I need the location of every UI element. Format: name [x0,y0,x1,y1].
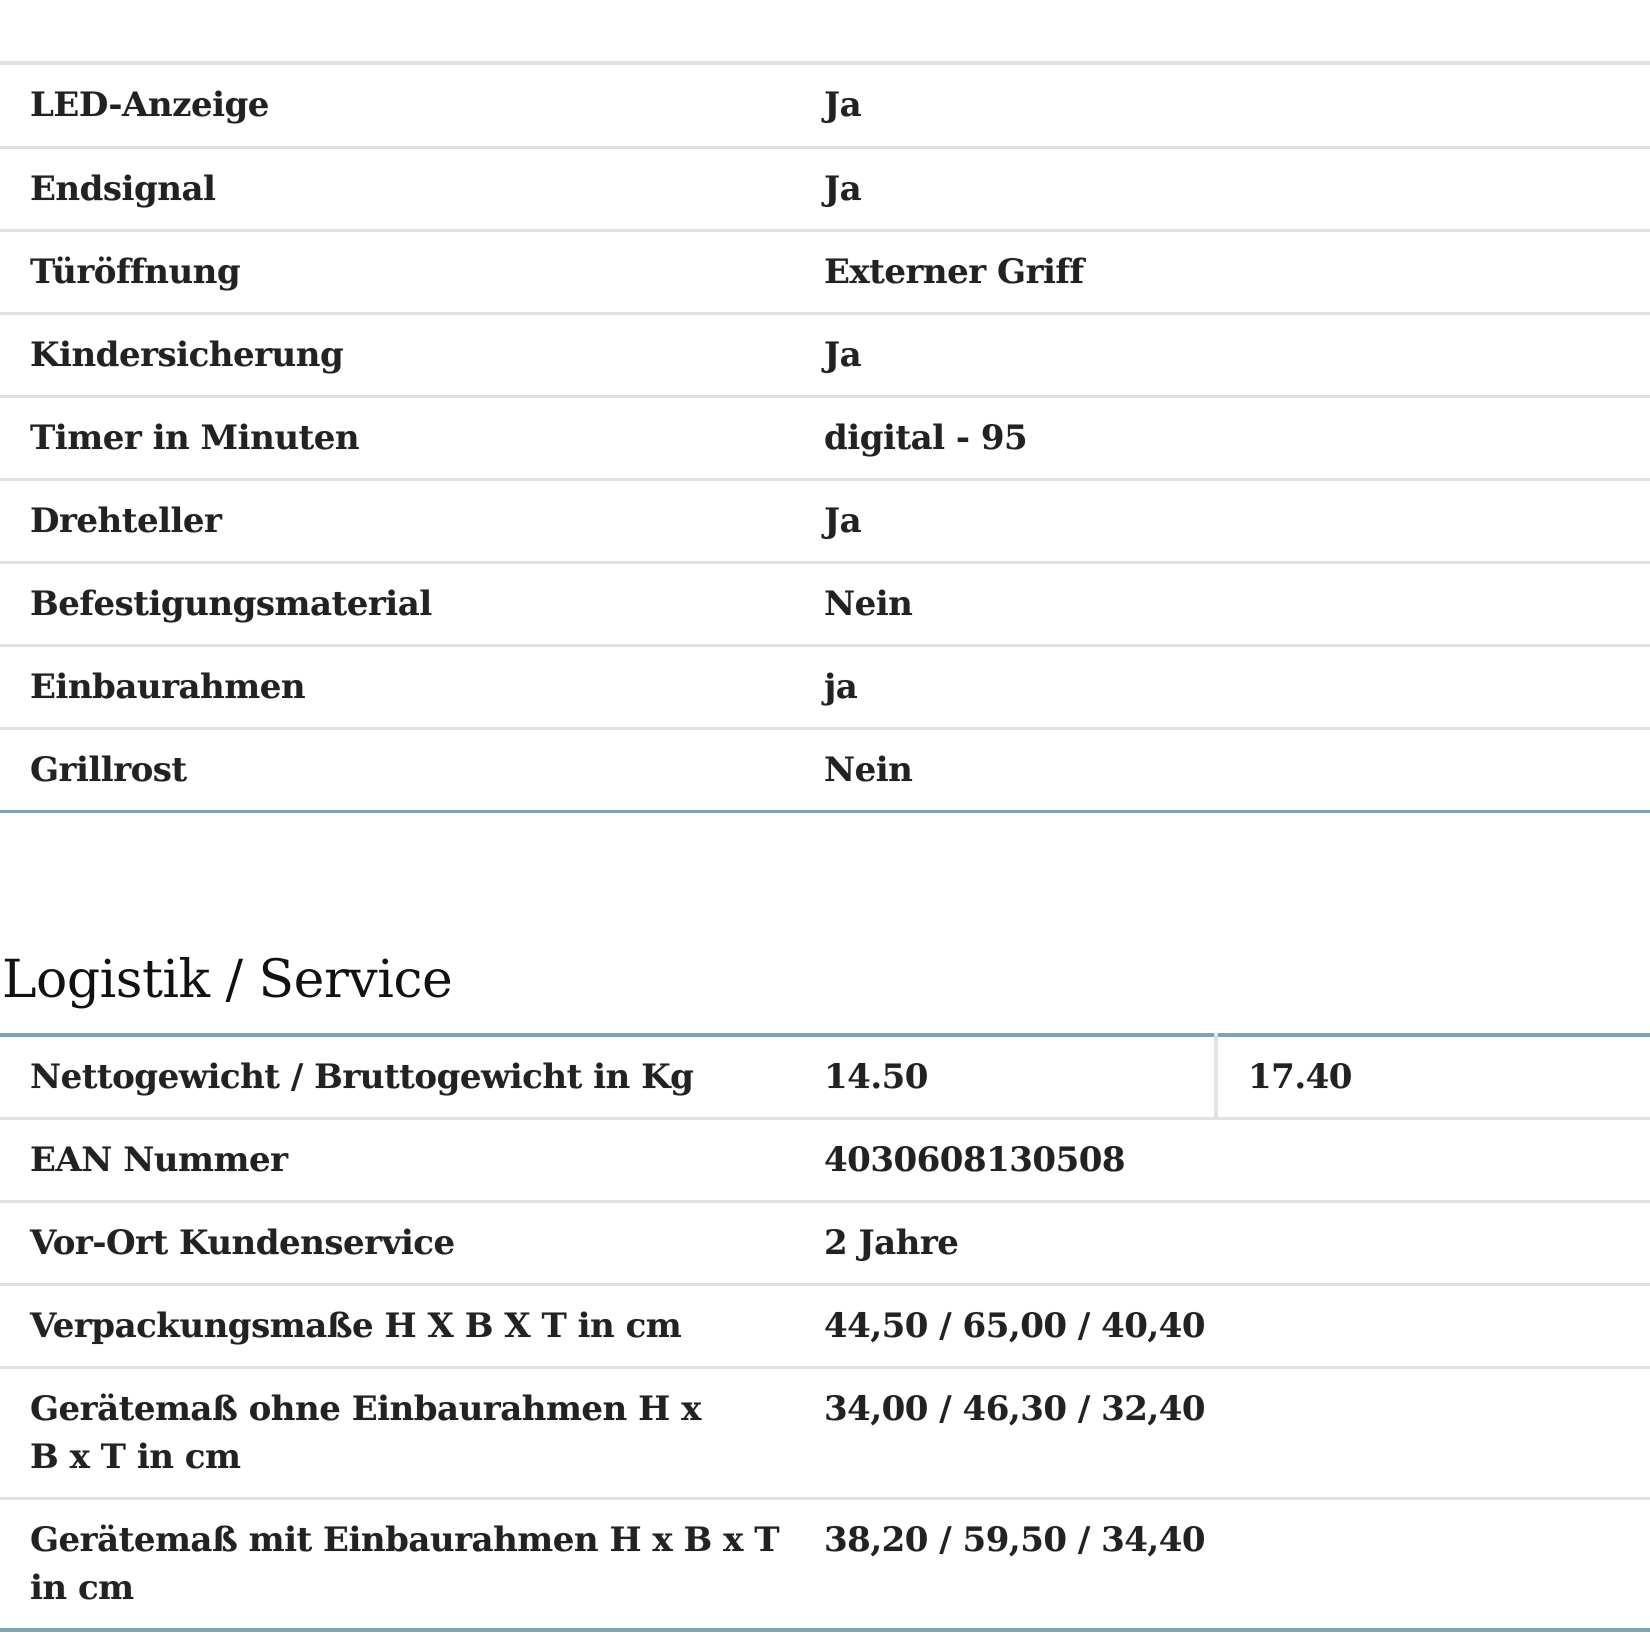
logistics-label: Verpackungsmaße H X B X T in cm [0,1285,818,1368]
feature-label: Befestigungsmaterial [0,562,818,645]
feature-value: ja [818,645,1650,728]
table-row [0,645,1650,728]
logistics-value: 44,50 / 65,00 / 40,40 [818,1285,1650,1368]
table-row [0,396,1650,479]
table-row [0,1119,1650,1202]
feature-value: Nein [824,749,913,790]
logistics-value: 34,00 / 46,30 / 32,40 [818,1368,1650,1499]
table-row [0,1499,1650,1631]
feature-value: Ja [818,479,1650,562]
logistics-value: 4030608130508 [818,1119,1650,1202]
feature-value: Nein [818,562,1650,645]
feature-label: Endsignal [0,147,818,230]
table-row [0,313,1650,396]
table-row [0,728,1650,811]
feature-value: Ja [818,63,1650,147]
feature-label: Türöffnung [0,230,818,313]
feature-label: Drehteller [0,479,818,562]
net-weight-value: 14.50 [818,1035,1216,1119]
logistics-value: 38,20 / 59,50 / 34,40 [824,1520,1206,1560]
logistics-label: Gerätemaß ohne Einbaurahmen H x B x T in cm [0,1368,818,1499]
feature-value: Externer Griff [818,230,1650,313]
feature-value: Ja [818,313,1650,396]
table-row [0,230,1650,313]
feature-label: Kindersicherung [0,313,818,396]
logistics-value: 2 Jahre [818,1202,1650,1285]
table-row [0,1285,1650,1368]
logistics-table [0,1033,1650,1632]
table-row [0,1368,1650,1499]
logistics-label: Nettogewicht / Bruttogewicht in Kg [0,1035,818,1119]
feature-value: digital - 95 [818,396,1650,479]
feature-label: LED-Anzeige [0,63,818,147]
feature-label: Grillrost [30,749,187,790]
logistics-label: Vor-Ort Kundenservice [0,1202,818,1285]
feature-label: Timer in Minuten [0,396,818,479]
table-row [0,147,1650,230]
table-row [0,1202,1650,1285]
logistics-label: Gerätemaß mit Einbaurahmen H x B x T in cm [30,1520,780,1608]
table-row [0,63,1650,147]
table-row [0,479,1650,562]
feature-value: Ja [818,147,1650,230]
gross-weight-value: 17.40 [1216,1035,1650,1119]
section-title-logistics: Logistik / Service [2,950,453,1010]
table-row [0,562,1650,645]
logistics-label: EAN Nummer [0,1119,818,1202]
features-table [0,61,1650,813]
table-row [0,1035,1650,1119]
feature-label: Einbaurahmen [0,645,818,728]
